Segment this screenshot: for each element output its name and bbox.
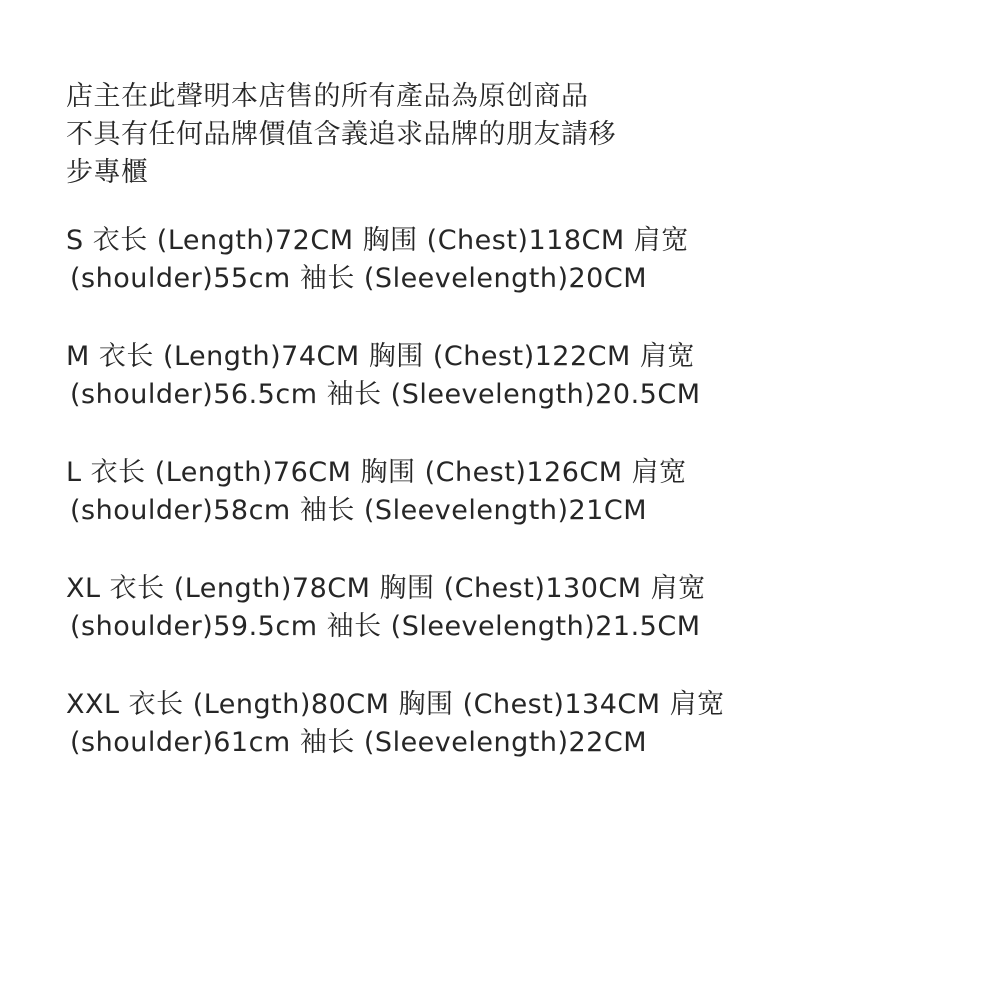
size-entry-xl bbox=[66, 570, 966, 646]
size-measurements-line: (shoulder)58cm 袖长 (Sleevelength)21CM bbox=[70, 495, 647, 526]
size-measurements-line: (shoulder)56.5cm 袖长 (Sleevelength)20.5CM bbox=[70, 379, 701, 410]
notice-line: 店主在此聲明本店售的所有產品為原创商品 bbox=[66, 81, 589, 112]
size-measurements-line: (shoulder)61cm 袖长 (Sleevelength)22CM bbox=[70, 727, 647, 758]
size-measurements-line: M 衣长 (Length)74CM 胸围 (Chest)122CM 肩宽 bbox=[66, 341, 695, 372]
size-entry-m bbox=[66, 338, 966, 414]
notice-line: 不具有任何品牌價值含義追求品牌的朋友請移 bbox=[66, 119, 616, 150]
size-chart-document bbox=[66, 78, 966, 802]
size-measurements-line: (shoulder)55cm 袖长 (Sleevelength)20CM bbox=[70, 263, 647, 294]
size-measurements-line: (shoulder)59.5cm 袖长 (Sleevelength)21.5CM bbox=[70, 611, 701, 642]
size-measurements-line: L 衣长 (Length)76CM 胸围 (Chest)126CM 肩宽 bbox=[66, 457, 687, 488]
size-entry-l bbox=[66, 454, 966, 530]
size-measurements-line: XL 衣长 (Length)78CM 胸围 (Chest)130CM 肩宽 bbox=[66, 573, 706, 604]
store-notice bbox=[66, 78, 966, 192]
size-entry-xxl bbox=[66, 686, 966, 762]
size-entry-s bbox=[66, 222, 966, 298]
size-measurements-line: XXL 衣长 (Length)80CM 胸围 (Chest)134CM 肩宽 bbox=[66, 689, 725, 720]
notice-line: 步專櫃 bbox=[66, 157, 149, 188]
size-measurements-line: S 衣长 (Length)72CM 胸围 (Chest)118CM 肩宽 bbox=[66, 225, 689, 256]
